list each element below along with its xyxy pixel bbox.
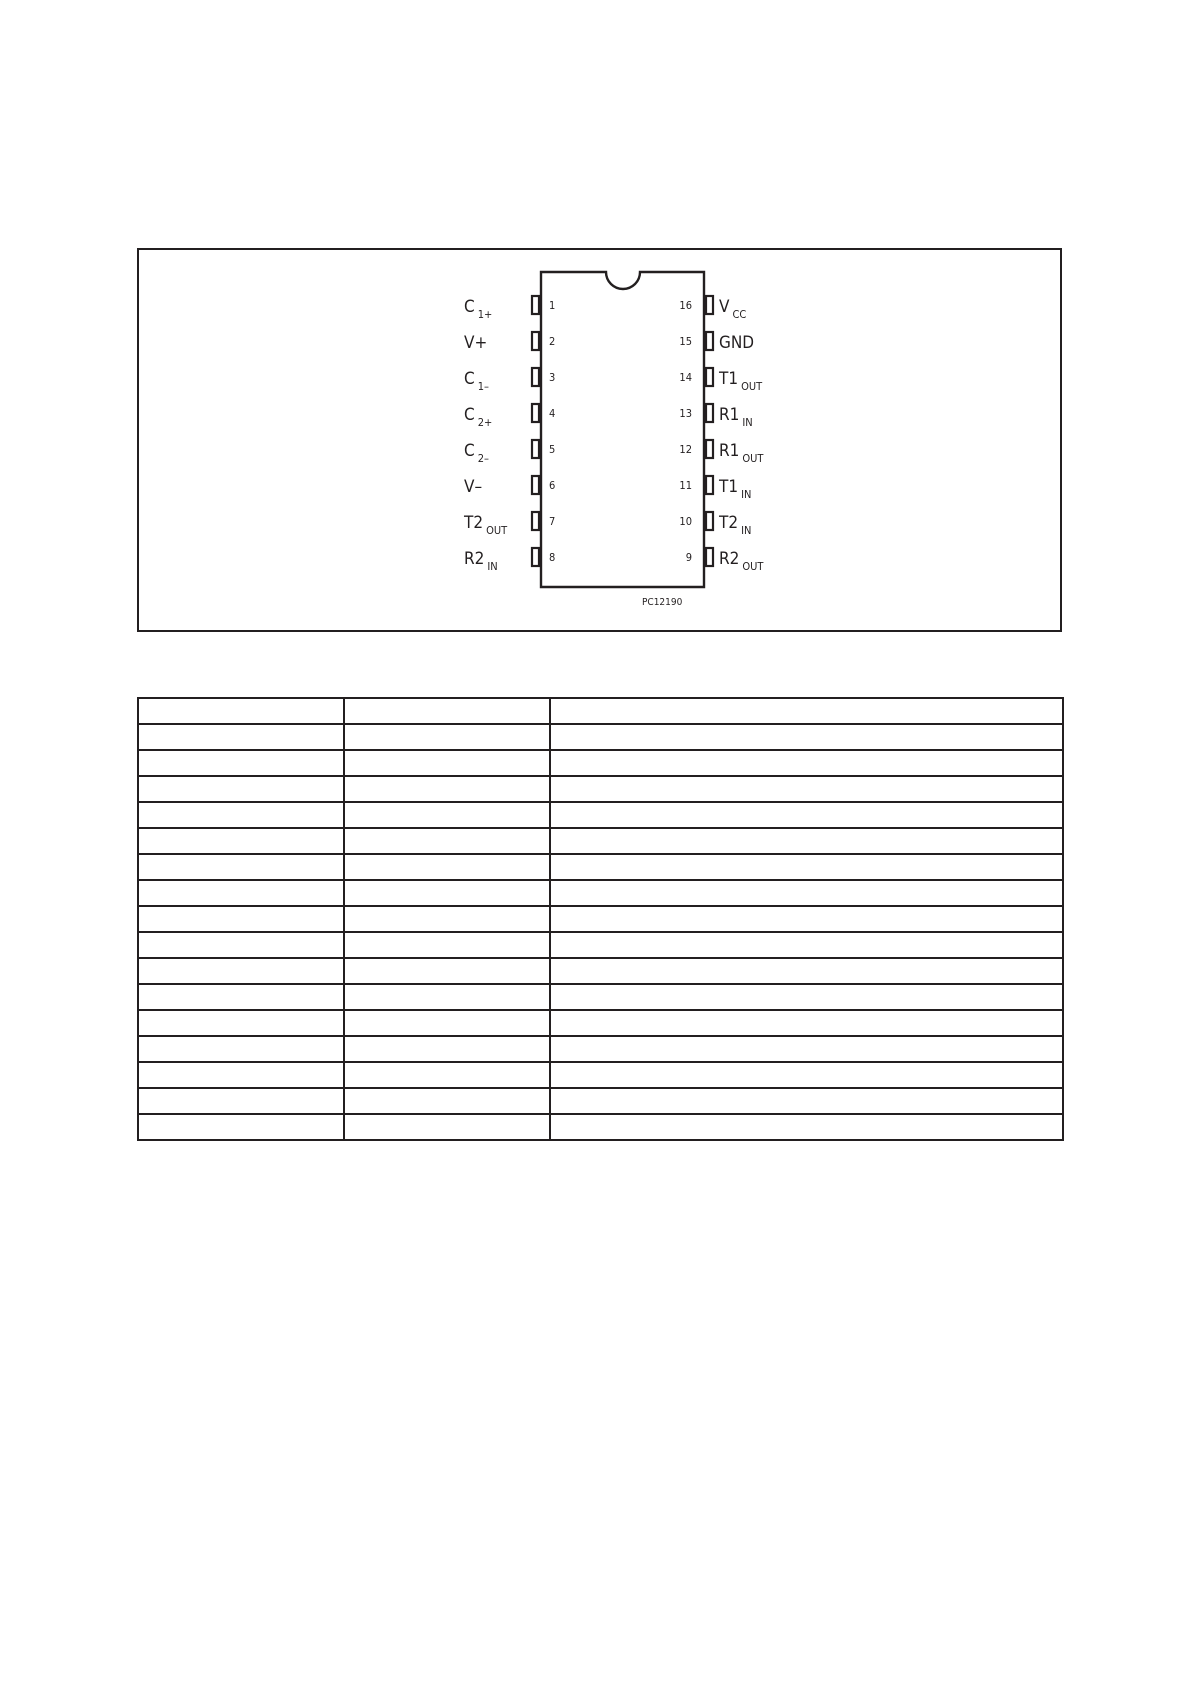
table-cell xyxy=(138,1114,344,1140)
pin-lead xyxy=(706,332,713,350)
table-cell xyxy=(344,776,550,802)
table-cell xyxy=(344,932,550,958)
table-row xyxy=(138,698,1063,724)
pin-number: 11 xyxy=(679,479,692,492)
pin-label: C $_{2-}$ xyxy=(464,441,489,465)
table-cell xyxy=(344,802,550,828)
table-row xyxy=(138,828,1063,854)
table-cell xyxy=(550,828,1063,854)
table-row xyxy=(138,776,1063,802)
pin-lead xyxy=(706,476,713,494)
table-cell xyxy=(138,906,344,932)
table-cell xyxy=(344,906,550,932)
pin-9 xyxy=(686,548,765,573)
pin-label-subscript: 1+ xyxy=(477,308,493,321)
table-cell xyxy=(138,802,344,828)
table-row xyxy=(138,802,1063,828)
table-row xyxy=(138,724,1063,750)
table-cell xyxy=(344,880,550,906)
pin-10 xyxy=(679,512,751,537)
table-cell xyxy=(344,724,550,750)
table-cell xyxy=(138,854,344,880)
pin-11 xyxy=(679,476,751,501)
table-cell xyxy=(550,1062,1063,1088)
pin-label-subscript: CC xyxy=(732,308,747,321)
table-cell xyxy=(138,958,344,984)
pin-number: 9 xyxy=(685,551,692,564)
table-cell xyxy=(550,984,1063,1010)
table-row xyxy=(138,1010,1063,1036)
table-cell xyxy=(138,828,344,854)
figure-code: PC12190 xyxy=(642,597,683,608)
table-row xyxy=(138,750,1063,776)
pin-number: 15 xyxy=(679,335,692,348)
pin-16 xyxy=(679,296,746,321)
table-cell xyxy=(344,1062,550,1088)
pin-lead xyxy=(706,440,713,458)
pin-number: 4 xyxy=(549,407,556,420)
pin-number: 2 xyxy=(549,335,556,348)
table-row xyxy=(138,1036,1063,1062)
table-cell xyxy=(138,698,344,724)
table-cell xyxy=(138,776,344,802)
pin-lead xyxy=(532,548,539,566)
pin-label: R2 $_{OUT}$ xyxy=(719,549,764,573)
table-row xyxy=(138,1114,1063,1140)
table-cell xyxy=(550,1036,1063,1062)
pin-label: C $_{1-}$ xyxy=(464,369,489,393)
pin-label: T2 $_{IN}$ xyxy=(719,513,752,537)
pinout-figure-frame xyxy=(137,248,1062,632)
table-cell xyxy=(344,1114,550,1140)
pin-label-subscript: 1– xyxy=(477,380,489,393)
table-cell xyxy=(550,880,1063,906)
table-cell xyxy=(344,984,550,1010)
pin-label: R1 $_{IN}$ xyxy=(719,405,753,429)
table-cell xyxy=(138,932,344,958)
table-cell xyxy=(344,1036,550,1062)
pin-description-table xyxy=(137,697,1064,1141)
pin-number: 12 xyxy=(679,443,692,456)
pin-lead xyxy=(532,440,539,458)
pin-14 xyxy=(679,368,763,393)
pin-label-subscript: IN xyxy=(742,416,753,429)
table-cell xyxy=(344,1010,550,1036)
pin-number: 14 xyxy=(679,371,692,384)
pin-label: V $_{CC}$ xyxy=(719,297,747,321)
table-cell xyxy=(550,776,1063,802)
table-row xyxy=(138,880,1063,906)
table-cell xyxy=(550,724,1063,750)
pin-12 xyxy=(679,440,764,465)
table-cell xyxy=(550,802,1063,828)
table-cell xyxy=(138,880,344,906)
table-cell xyxy=(344,854,550,880)
table-cell xyxy=(344,1088,550,1114)
table-row xyxy=(138,932,1063,958)
pin-lead xyxy=(706,512,713,530)
pin-label-subscript: IN xyxy=(741,524,752,537)
pin-lead xyxy=(706,296,713,314)
pin-label-subscript: OUT xyxy=(742,452,764,465)
pinout-diagram xyxy=(139,250,1060,630)
pin-label: T1 $_{OUT}$ xyxy=(719,369,763,393)
table-cell xyxy=(550,854,1063,880)
pin-label-subscript: OUT xyxy=(741,380,763,393)
pin-number: 16 xyxy=(679,299,692,312)
table-row xyxy=(138,906,1063,932)
pin-label: GND xyxy=(719,333,755,353)
table-row xyxy=(138,1062,1063,1088)
pin-label-subscript: IN xyxy=(487,560,498,573)
pin-lead xyxy=(532,332,539,350)
pin-number: 6 xyxy=(549,479,556,492)
pin-label: C $_{2+}$ xyxy=(464,405,493,429)
pin-label: R1 $_{OUT}$ xyxy=(719,441,764,465)
pin-lead xyxy=(532,368,539,386)
pin-lead xyxy=(532,512,539,530)
pin-label: T1 $_{IN}$ xyxy=(719,477,752,501)
pin-label-subscript: 2– xyxy=(477,452,489,465)
table-cell xyxy=(138,1088,344,1114)
table-cell xyxy=(138,1062,344,1088)
pin-label-subscript: 2+ xyxy=(477,416,493,429)
pin-lead xyxy=(706,404,713,422)
pin-label-subscript: IN xyxy=(741,488,752,501)
table-cell xyxy=(550,1010,1063,1036)
pin-number: 10 xyxy=(679,515,692,528)
pin-label: V– xyxy=(464,477,483,497)
pin-number: 13 xyxy=(679,407,692,420)
table-cell xyxy=(344,828,550,854)
table-cell xyxy=(138,724,344,750)
pin-lead xyxy=(532,404,539,422)
pin-label: C $_{1+}$ xyxy=(464,297,493,321)
table-cell xyxy=(550,932,1063,958)
table-cell xyxy=(550,698,1063,724)
pin-label: R2 $_{IN}$ xyxy=(464,549,498,573)
table-row xyxy=(138,854,1063,880)
table-row xyxy=(138,958,1063,984)
pin-lead xyxy=(706,368,713,386)
table-cell xyxy=(550,906,1063,932)
pin-15 xyxy=(679,332,754,353)
table-row xyxy=(138,984,1063,1010)
ic-package-body xyxy=(541,272,704,587)
pin-13 xyxy=(679,404,752,429)
pin-number: 1 xyxy=(549,299,556,312)
pin-label: T2 $_{OUT}$ xyxy=(464,513,508,537)
pin-lead xyxy=(532,476,539,494)
table-cell xyxy=(550,750,1063,776)
pin-number: 8 xyxy=(549,551,556,564)
table-cell xyxy=(138,984,344,1010)
pin-number: 7 xyxy=(549,515,556,528)
table-cell xyxy=(550,1088,1063,1114)
pin-label-subscript: OUT xyxy=(742,560,764,573)
table-cell xyxy=(344,698,550,724)
table-row xyxy=(138,1088,1063,1114)
pin-label-subscript: OUT xyxy=(486,524,508,537)
pin-number: 5 xyxy=(549,443,556,456)
pin-lead xyxy=(532,296,539,314)
table-cell xyxy=(344,958,550,984)
pin-number: 3 xyxy=(549,371,556,384)
table-cell xyxy=(138,1036,344,1062)
table-cell xyxy=(138,750,344,776)
table-cell xyxy=(550,1114,1063,1140)
table-cell xyxy=(344,750,550,776)
pin-lead xyxy=(706,548,713,566)
pin-label: V+ xyxy=(464,333,488,353)
table-cell xyxy=(138,1010,344,1036)
table-cell xyxy=(550,958,1063,984)
